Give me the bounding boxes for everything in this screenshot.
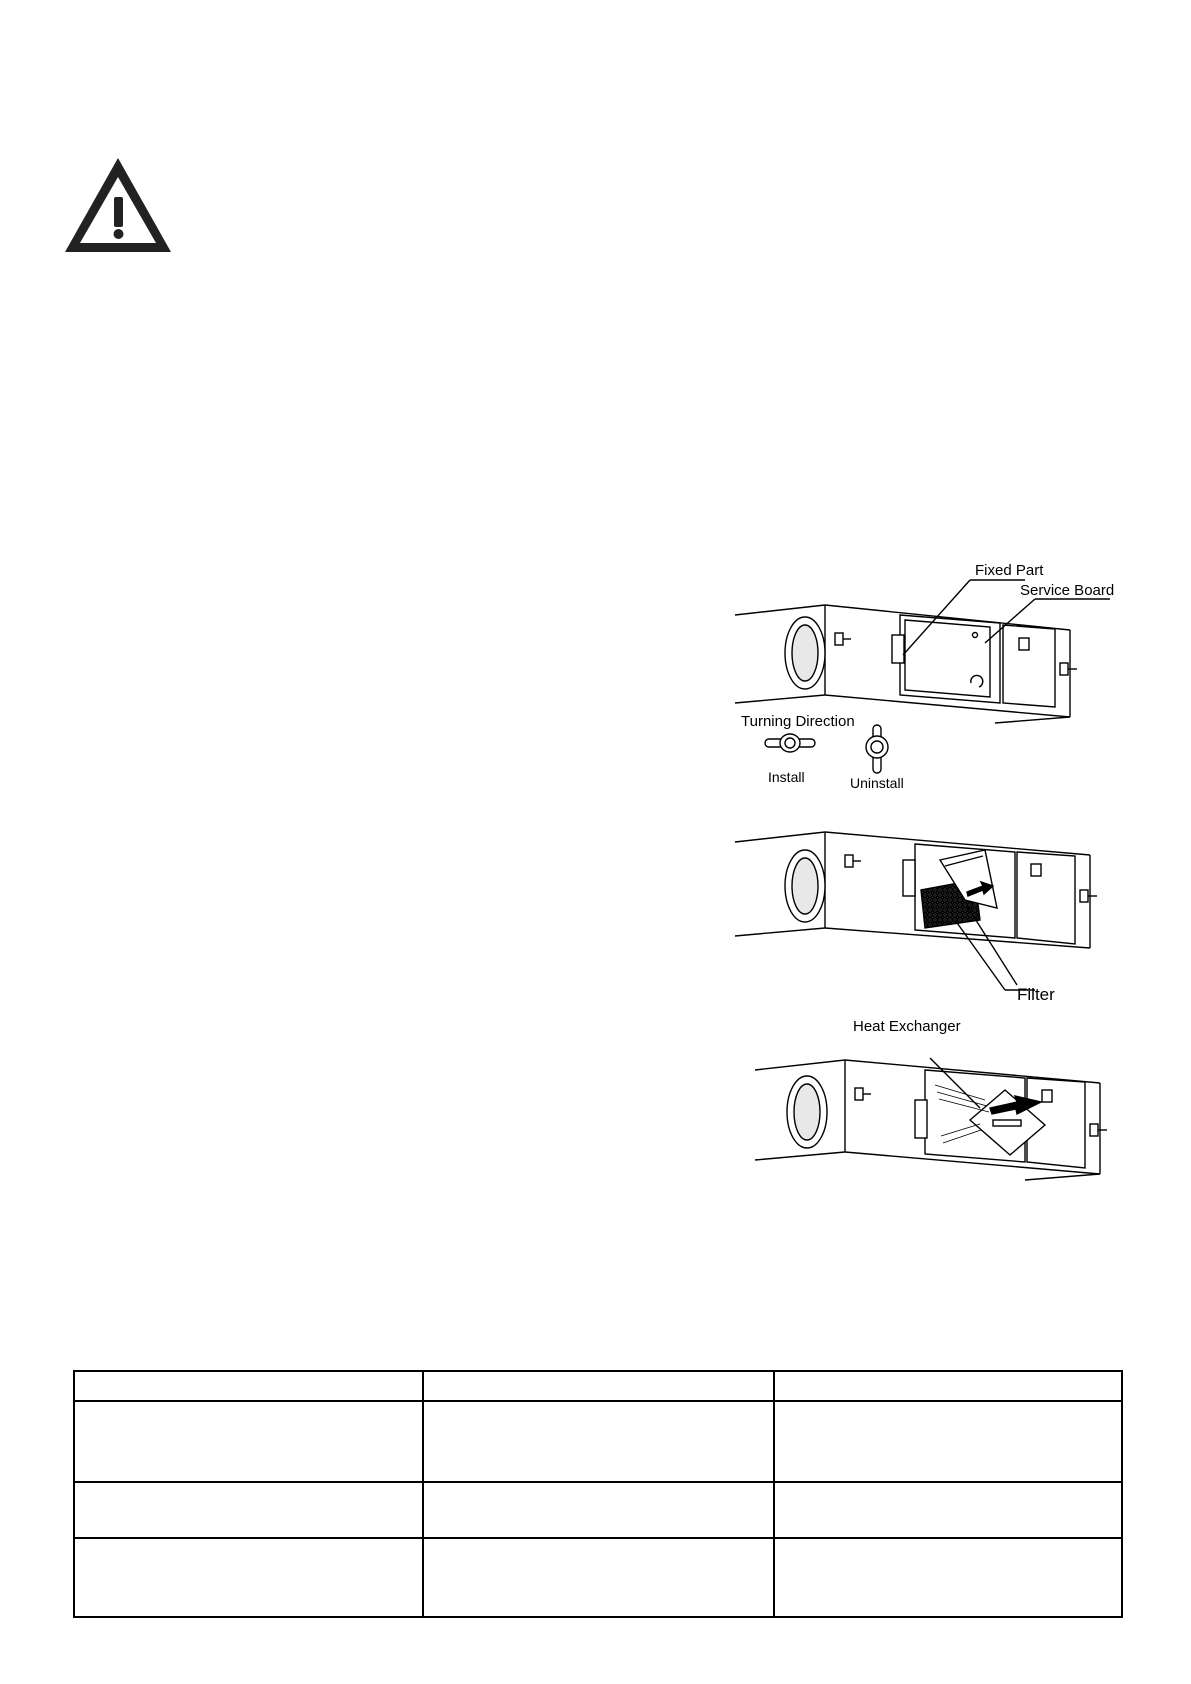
turning-direction-label: Turning Direction: [741, 713, 855, 730]
heat-exchanger-figure: [755, 1040, 1135, 1220]
service-board-label: Service Board: [1020, 582, 1115, 599]
table-cell: [775, 1483, 1121, 1539]
heat-exchanger-label: Heat Exchanger: [853, 1018, 961, 1035]
table-cell: [75, 1539, 424, 1616]
uninstall-label: Uninstall: [850, 775, 904, 791]
table-cell: [424, 1483, 775, 1539]
table-cell: [424, 1402, 775, 1483]
table-cell: [775, 1539, 1121, 1616]
table-header-cell: [75, 1372, 424, 1402]
filter-figure: [735, 820, 1135, 1020]
filter-label: Filter: [1017, 985, 1055, 1004]
table-header-cell: [424, 1372, 775, 1402]
table-cell: [75, 1402, 424, 1483]
table-cell: [75, 1483, 424, 1539]
table-cell: [424, 1539, 775, 1616]
data-table: [73, 1370, 1123, 1618]
table-header-cell: [775, 1372, 1121, 1402]
fixed-part-label: Fixed Part: [975, 562, 1044, 579]
install-label: Install: [768, 769, 805, 785]
table-cell: [775, 1402, 1121, 1483]
warning-icon: [62, 155, 174, 255]
